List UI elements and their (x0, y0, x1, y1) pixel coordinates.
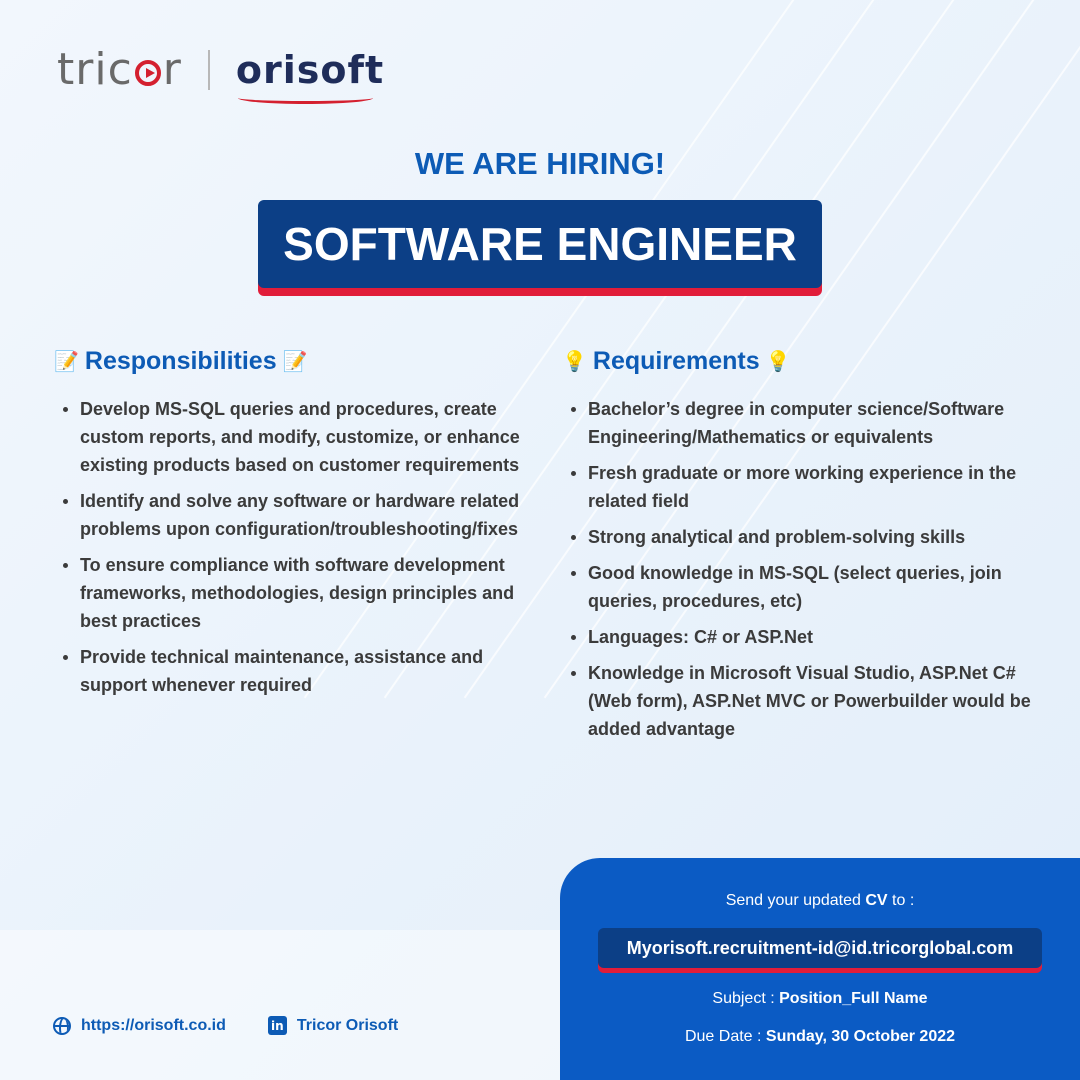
job-title: SOFTWARE ENGINEER (258, 200, 822, 288)
memo-icon: 📝 (282, 350, 308, 373)
tricor-logo: tric r (57, 44, 182, 95)
list-item: Identify and solve any software or hardware related problems upon configuration/troubleshooting/fixes (54, 487, 544, 543)
send-cv-text: Send your updated CV to : (725, 892, 915, 909)
globe-icon (53, 1017, 71, 1035)
list-item: Languages: C# or ASP.Net (562, 623, 1042, 651)
list-item: Provide technical maintenance, assistance and support whenever required (54, 643, 544, 699)
list-item: Fresh graduate or more working experience in the related field (562, 459, 1042, 515)
requirements-list (562, 395, 1042, 743)
email-link[interactable]: Myorisoft.recruitment-id@id.tricorglobal.com (598, 928, 1042, 968)
swoosh-icon (238, 92, 373, 104)
memo-icon: 📝 (54, 350, 79, 373)
responsibilities-heading: 📝 Responsibilities 📝 (54, 346, 308, 375)
due-date-text: Due Date : Sunday, 30 October 2022 (684, 1028, 956, 1045)
responsibilities-list (54, 395, 544, 699)
hiring-heading: WE ARE HIRING! (414, 146, 666, 181)
responsibilities-section (54, 344, 544, 707)
play-icon (135, 60, 161, 86)
requirements-section (562, 344, 1042, 751)
list-item: Bachelor’s degree in computer science/Software Engineering/Mathematics or equivalents (562, 395, 1042, 451)
subject-text: Subject : Position_Full Name (712, 990, 928, 1007)
footer-links (53, 1016, 440, 1035)
lightbulb-icon: 💡 (765, 350, 791, 373)
linkedin-icon: in (268, 1016, 287, 1035)
job-title-banner (258, 200, 822, 296)
logo-divider (208, 50, 210, 90)
logos (57, 42, 384, 98)
email-banner (598, 928, 1042, 972)
apply-panel (560, 858, 1080, 1080)
list-item: Knowledge in Microsoft Visual Studio, ASP.Net C# (Web form), ASP.Net MVC or Powerbuilder would be added advantage (562, 659, 1042, 743)
list-item: Develop MS-SQL queries and procedures, create custom reports, and modify, customize, or enhance existing products based on customer requirements (54, 395, 544, 479)
lightbulb-icon: 💡 (562, 350, 587, 373)
list-item: To ensure compliance with software development frameworks, methodologies, design principles and best practices (54, 551, 544, 635)
list-item: Good knowledge in MS-SQL (select queries, join queries, procedures, etc) (562, 559, 1042, 615)
requirements-heading: 💡 Requirements 💡 (562, 346, 791, 375)
website-link[interactable]: https://orisoft.co.id (53, 1017, 226, 1035)
linkedin-link[interactable]: in Tricor Orisoft (268, 1016, 398, 1035)
orisoft-logo: orisoft (236, 48, 384, 92)
list-item: Strong analytical and problem-solving skills (562, 523, 1042, 551)
